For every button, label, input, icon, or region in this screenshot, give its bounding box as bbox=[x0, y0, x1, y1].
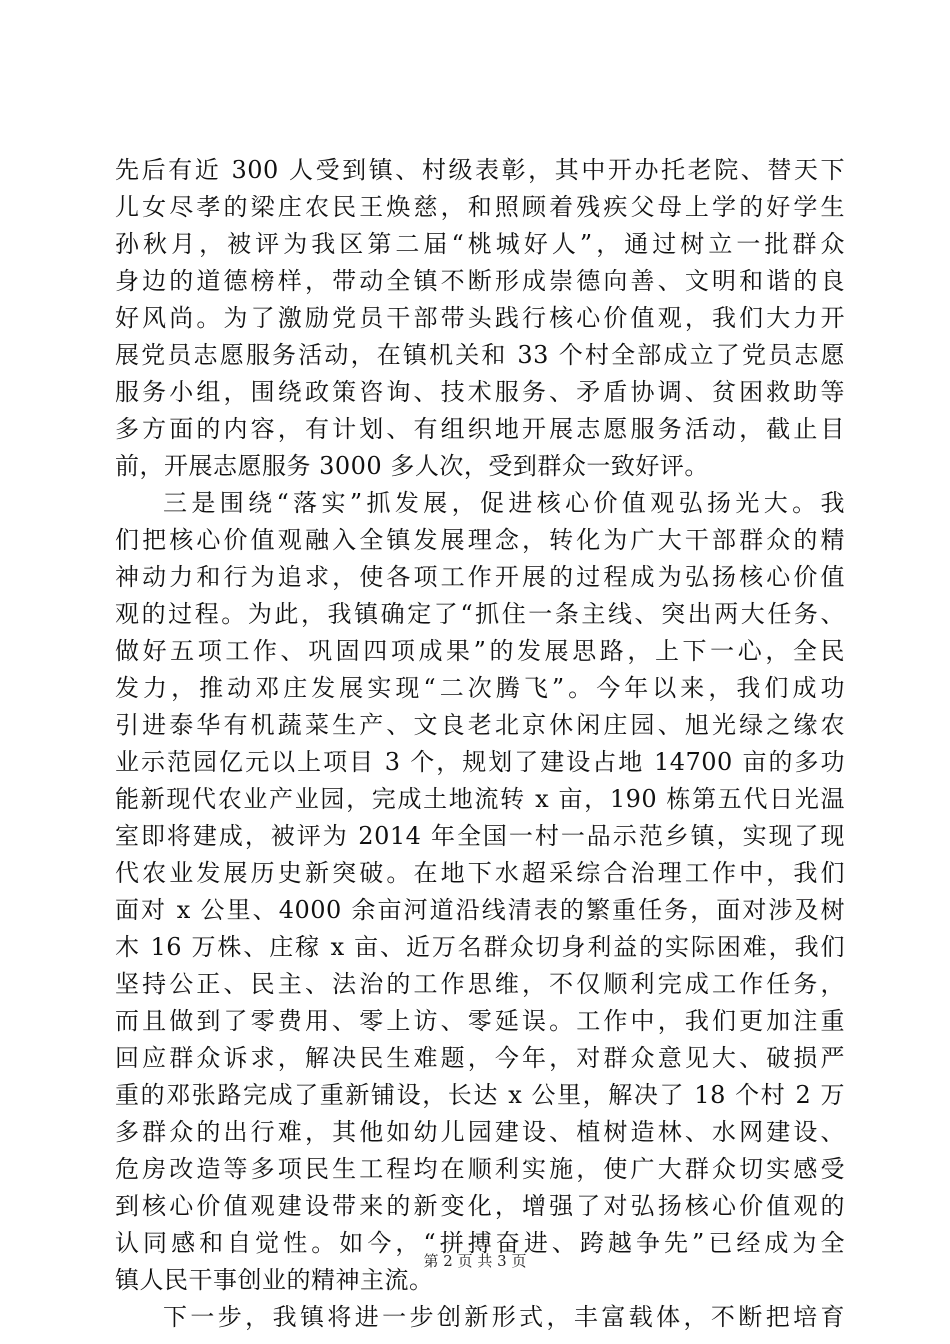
text-line: 而且做到了零费用、零上访、零延误。工作中，我们更加注重 bbox=[115, 1007, 845, 1035]
text-line: 到核心价值观建设带来的新变化，增强了对弘扬核心价值观的 bbox=[115, 1192, 845, 1220]
text-line: 重的邓张路完成了重新铺设，长达 x 公里，解决了 18 个村 2 万 bbox=[115, 1081, 845, 1109]
text-line: 能新现代农业产业园，完成土地流转 x 亩，190 栋第五代日光温 bbox=[115, 785, 845, 813]
text-line: 面对 x 公里、4000 余亩河道沿线清表的繁重任务，面对涉及树 bbox=[115, 896, 845, 924]
text-line: 前，开展志愿服务 3000 多人次，受到群众一致好评。 bbox=[115, 452, 709, 480]
text-line: 发力，推动邓庄发展实现“二次腾飞”。今年以来，我们成功 bbox=[115, 674, 845, 702]
text-line: 三是围绕“落实”抓发展，促进核心价值观弘扬光大。我 bbox=[163, 489, 845, 517]
text-line: 好风尚。为了激励党员干部带头践行核心价值观，我们大力开 bbox=[115, 304, 845, 332]
text-line: 危房改造等多项民生工程均在顺利实施，使广大群众切实感受 bbox=[115, 1155, 845, 1183]
text-line: 神动力和行为追求，使各项工作开展的过程成为弘扬核心价值 bbox=[115, 563, 845, 591]
paragraph-1 bbox=[115, 152, 845, 485]
text-line: 多方面的内容，有计划、有组织地开展志愿服务活动，截止目 bbox=[115, 415, 845, 443]
text-line: 室即将建成，被评为 2014 年全国一村一品示范乡镇，实现了现 bbox=[115, 822, 845, 850]
text-line: 展党员志愿服务活动，在镇机关和 33 个村全部成立了党员志愿 bbox=[115, 341, 845, 369]
document-body bbox=[115, 152, 845, 1336]
text-line: 孙秋月，被评为我区第二届“桃城好人”，通过树立一批群众 bbox=[115, 230, 845, 258]
text-line: 观的过程。为此，我镇确定了“抓住一条主线、突出两大任务、 bbox=[115, 600, 845, 628]
text-line: 引进泰华有机蔬菜生产、文良老北京休闲庄园、旭光绿之缘农 bbox=[115, 711, 845, 739]
page-footer: 第 2 页 共 3 页 bbox=[423, 1252, 527, 1270]
text-line: 做好五项工作、巩固四项成果”的发展思路，上下一心，全民 bbox=[115, 637, 845, 665]
text-line: 代农业发展历史新突破。在地下水超采综合治理工作中，我们 bbox=[115, 859, 845, 887]
text-line: 儿女尽孝的梁庄农民王焕慈，和照顾着残疾父母上学的好学生 bbox=[115, 193, 845, 221]
text-line: 业示范园亿元以上项目 3 个，规划了建设占地 14700 亩的多功 bbox=[115, 748, 845, 776]
text-line: 木 16 万株、庄稼 x 亩、近万名群众切身利益的实际困难，我们 bbox=[115, 933, 845, 961]
text-line: 坚持公正、民主、法治的工作思维，不仅顺利完成工作任务， bbox=[115, 970, 845, 998]
text-line: 镇人民干事创业的精神主流。 bbox=[115, 1266, 434, 1294]
paragraph-2 bbox=[115, 485, 845, 1299]
paragraph-3 bbox=[115, 1299, 845, 1336]
text-line: 先后有近 300 人受到镇、村级表彰，其中开办托老院、替天下 bbox=[115, 156, 845, 184]
text-line: 回应群众诉求，解决民生难题，今年，对群众意见大、破损严 bbox=[115, 1044, 845, 1072]
text-line: 下一步，我镇将进一步创新形式，丰富载体，不断把培育 bbox=[163, 1303, 845, 1331]
text-line: 身边的道德榜样，带动全镇不断形成崇德向善、文明和谐的良 bbox=[115, 267, 845, 295]
text-line: 服务小组，围绕政策咨询、技术服务、矛盾协调、贫困救助等 bbox=[115, 378, 845, 406]
text-line: 多群众的出行难，其他如幼儿园建设、植树造林、水网建设、 bbox=[115, 1118, 845, 1146]
text-line: 们把核心价值观融入全镇发展理念，转化为广大干部群众的精 bbox=[115, 526, 845, 554]
text-line: 认同感和自觉性。如今，“拼搏奋进、跨越争先”已经成为全 bbox=[115, 1229, 845, 1257]
